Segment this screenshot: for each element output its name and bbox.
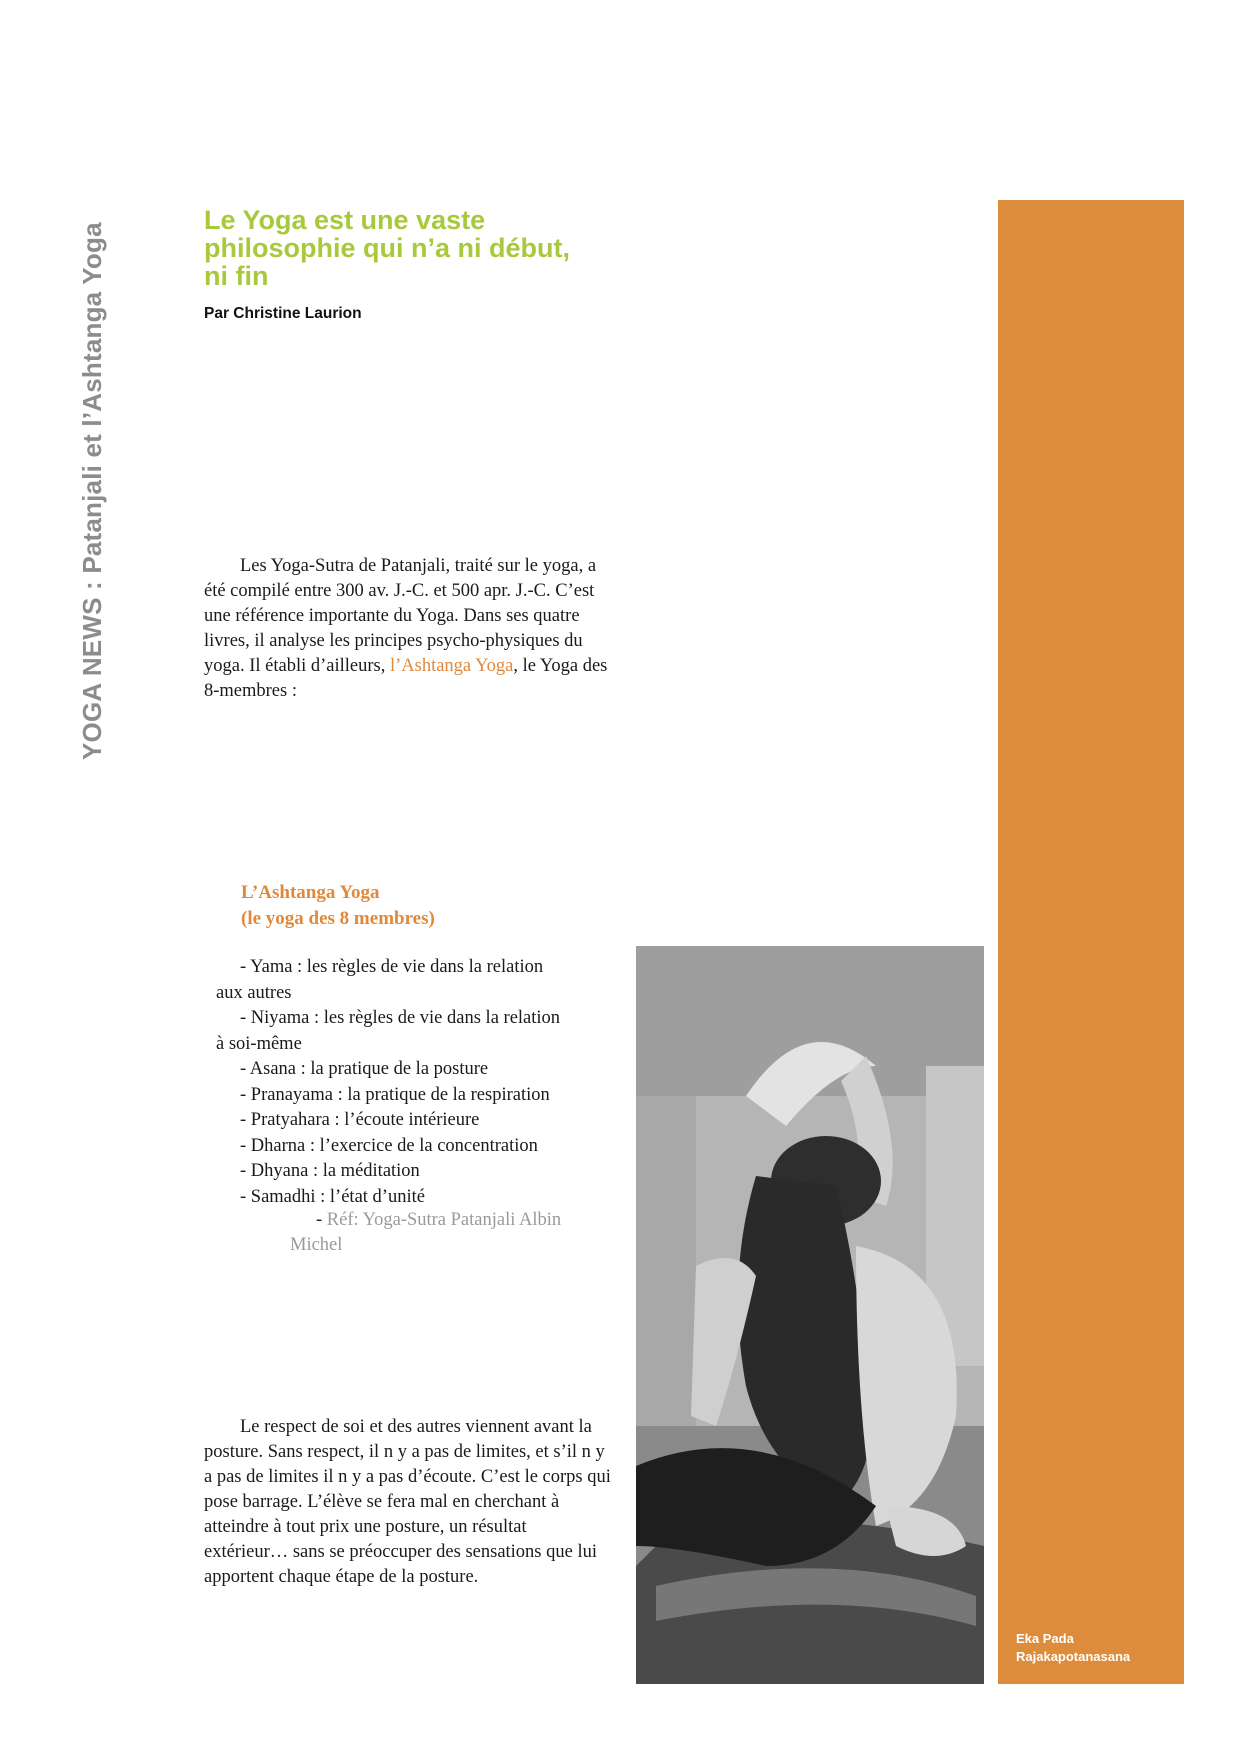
section-title-line-2: (le yoga des 8 membres) (241, 908, 435, 929)
intro-text-after: , le Yoga des 8-membres : (204, 656, 608, 701)
reference-note (290, 1208, 610, 1258)
list-item: - Yama : les règles de vie dans la relation aux autres (216, 957, 544, 1003)
list-item: - Niyama : les règles de vie dans la relation à soi-même (216, 1008, 561, 1054)
list-item: - Dhyana : la méditation (240, 1161, 420, 1181)
article-headline: Le Yoga est une vaste philosophie qui n’a ni début, ni fin (204, 205, 570, 291)
closing-paragraph: Le respect de soi et des autres viennent avant la posture. Sans respect, il n y a pas de limites, et s’il n y a pas de limites il n y a pas d’écoute. C’est le corps qui pose barrage. L’élève se fera mal en cherchant à atteindre à tout prix une posture, un résultat extérieur… sans se préoccuper des sensations que lui apportent chaque étape de la posture. (204, 1417, 611, 1587)
yoga-pose-photo (636, 946, 984, 1684)
caption-line-1: Eka Pada (1016, 1631, 1074, 1646)
section-title (241, 880, 435, 932)
reference-line-2: Michel (290, 1235, 343, 1255)
reference-line-1: Réf: Yoga-Sutra Patanjali Albin (326, 1210, 562, 1230)
reference-dash: - (316, 1210, 327, 1230)
ashtanga-yoga-highlight: l’Ashtanga Yoga (389, 656, 514, 676)
article-byline: Par Christine Laurion (204, 305, 362, 322)
orange-side-bar (998, 200, 1184, 1684)
intro-paragraph (204, 554, 612, 704)
eight-limbs-list (216, 955, 616, 1210)
section-title-line-1: L’Ashtanga Yoga (241, 882, 380, 903)
photo-caption (1016, 1630, 1181, 1666)
list-item: - Pratyahara : l’écoute intérieure (240, 1110, 480, 1130)
yoga-pose-illustration (636, 946, 984, 1684)
intro-text-before: Les Yoga-Sutra de Patanjali, traité sur le yoga, a été compilé entre 300 av. J.-C. et 500 apr. J.-C. C’est une référence importante du Yoga. Dans ses quatre livres, il analyse les principes psycho-physiques du yoga. Il établi d’ailleurs, (204, 556, 597, 676)
list-item: - Dharna : l’exercice de la concentration (240, 1135, 538, 1156)
section-vertical-title: YOGA NEWS : Patanjali et l’Ashtanga Yoga (77, 222, 107, 760)
list-item: - Samadhi : l’état d’unité (240, 1186, 425, 1207)
list-item: - Asana : la pratique de la posture (240, 1059, 489, 1079)
caption-line-2: Rajakapotanasana (1016, 1649, 1131, 1664)
list-item: - Pranayama : la pratique de la respiration (240, 1084, 550, 1105)
